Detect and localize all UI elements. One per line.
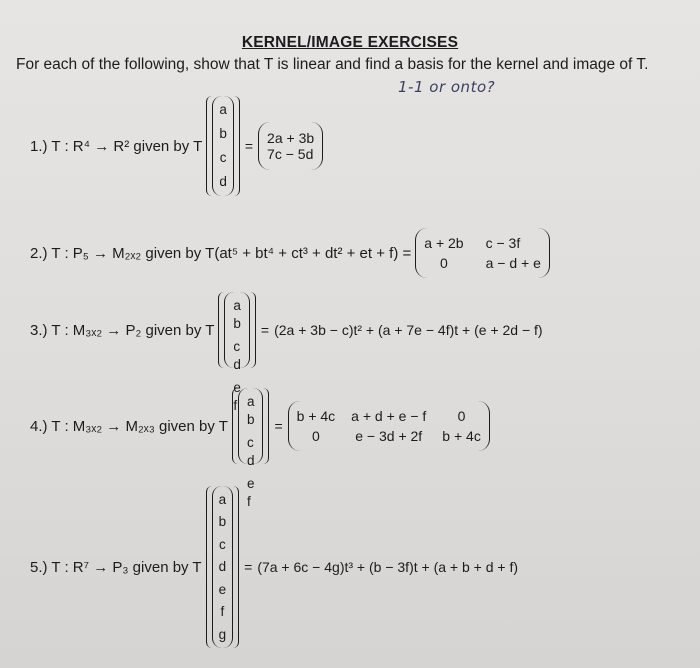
matrix-entry: a + 2b [424,235,464,251]
vec-entry: g [218,626,227,642]
matrix-entry: a [233,298,241,313]
problem-3 [30,292,543,413]
matrix-entry: d [246,452,255,468]
matrix-entry: b + 4c [296,408,336,424]
matrix-entry: f [246,493,251,509]
problem-5-vector [212,486,234,648]
vec-entry: f [220,604,225,620]
vec-entry: a [219,102,227,118]
equals-sign: = [244,559,253,575]
equals-sign: = [244,138,254,154]
instructions: For each of the following, show that T is linear and find a basis for the kernel and image of T. [16,56,649,73]
matrix-entry: c [246,435,254,450]
equals-sign: = [274,418,283,434]
problem-3-output: (2a + 3b − c)t² + (a + 7e − 4f)t + (e + 2d − f) [274,322,543,338]
matrix-entry: e − 3d + 2f [355,428,423,444]
equals-sign: = [260,322,270,338]
problem-4 [30,388,490,509]
matrix-entry: c [233,339,241,354]
matrix-entry: e [233,380,241,395]
problem-2 [30,228,550,278]
matrix-entry: a + d + e − f [351,408,427,424]
problem-3-label: 3.) T : M₃ₓ₂ → P₂ given by T [30,321,215,339]
page-title: KERNEL/IMAGE EXERCISES [241,34,459,51]
problem-5-input [206,486,240,648]
vec-entry: d [219,174,227,190]
handwritten-note: 1-1 or onto? [398,78,496,96]
problem-5-output: (7a + 6c − 4g)t³ + (b − 3f)t + (a + b + d + f) [257,559,519,575]
matrix-entry: d [233,356,241,372]
problem-3-matrix [224,292,250,413]
matrix-entry: 0 [440,255,448,271]
vec-entry: e [218,581,227,597]
vec-entry: c [219,150,227,166]
vec-entry: c [218,536,226,552]
problem-4-output [288,401,490,451]
matrix-entry: e [246,476,255,491]
vec-entry: d [218,559,227,575]
matrix-entry: b [246,411,255,427]
matrix-entry: f [233,397,238,413]
matrix-entry: a [246,394,255,409]
matrix-entry: 0 [457,408,466,424]
problem-5-label: 5.) T : R⁷ → P₃ given by T [30,558,202,576]
problem-1-output [258,122,323,170]
matrix-entry: c − 3f [485,235,521,251]
problem-1-input [206,96,240,196]
problem-4-input [232,388,270,509]
problem-1 [30,96,323,196]
vec-entry: b [219,126,227,142]
problem-4-matrix [238,388,264,509]
output-entry: 7c − 5d [267,146,314,162]
matrix-entry: b [233,315,241,331]
problem-3-input [218,292,256,413]
problem-1-label: 1.) T : R⁴ → R² given by T [30,137,203,155]
matrix-entry: b + 4c [442,428,481,444]
problem-2-label: 2.) T : P₅ → M₂ₓ₂ given by T(at⁵ + bt⁴ + ct³ + dt² + et + f) = [30,244,412,262]
matrix-entry: a − d + e [485,255,541,271]
problem-2-output [415,228,550,278]
vec-entry: a [218,491,227,507]
problem-5 [30,486,518,648]
problem-4-label: 4.) T : M₃ₓ₂ → M₂ₓ₃ given by T [30,417,228,435]
output-entry: 2a + 3b [267,130,315,146]
matrix-entry: 0 [312,428,320,444]
problem-1-vector [212,96,234,196]
vec-entry: b [218,514,227,530]
